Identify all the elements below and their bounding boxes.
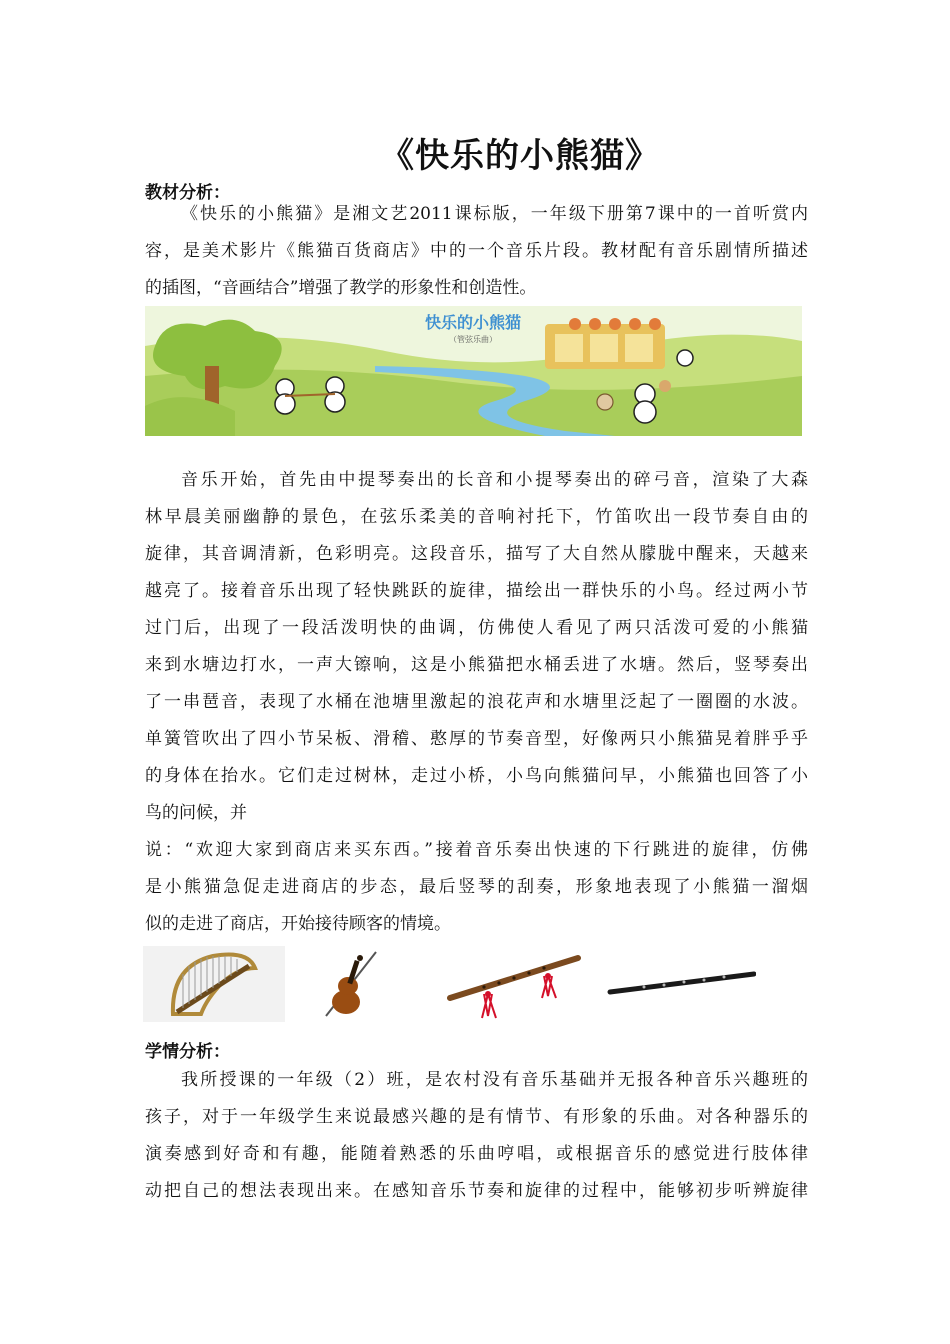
text-line: 单簧管吹出了四小节呆板、滑稽、憨厚的节奏音型，好像两只小熊猫晃着胖乎乎	[145, 729, 808, 749]
text-line: 越亮了。接着音乐出现了轻快跳跃的旋律，描绘出一群快乐的小鸟。经过两小节	[145, 581, 808, 601]
harp-image	[143, 946, 285, 1022]
panda-story-illustration	[145, 306, 802, 436]
page-title: 《快乐的小熊猫》	[380, 136, 660, 176]
text-line: 的插图，“音画结合”增强了教学的形象性和创造性。	[145, 278, 537, 298]
student-analysis-paragraph	[145, 1062, 808, 1210]
text-line: 旋律，其音调清新，色彩明亮。这段音乐，描写了大自然从朦胧中醒来，天越来	[145, 544, 808, 564]
text-line: 的身体在抬水。它们走过树林，走过小桥，小鸟向熊猫问早，小熊猫也回答了小	[145, 766, 808, 786]
text-line: 动把自己的想法表现出来。在感知音乐节奏和旋律的过程中，能够初步听辨旋律	[145, 1181, 808, 1201]
text-line: 来到水塘边打水，一声大镲响，这是小熊猫把水桶丢进了水塘。然后，竖琴奏出	[145, 655, 808, 675]
illustration-banner-title: 快乐的小熊猫	[424, 313, 522, 332]
text-line: 音乐开始，首先由中提琴奏出的长音和小提琴奏出的碎弓音，渲染了大森	[181, 470, 808, 490]
text-line: 林早晨美丽幽静的景色，在弦乐柔美的音响衬托下，竹笛吹出一段节奏自由的	[145, 507, 808, 527]
violin-image	[318, 946, 388, 1022]
section-heading-material-analysis: 教材分析：	[145, 183, 230, 203]
text-line: 容，是美术影片《熊猫百货商店》中的一个音乐片段。教材配有音乐剧情所描述	[145, 241, 808, 261]
text-line: 了一串琶音，表现了水桶在池塘里激起的浪花声和水塘里泛起了一圈圈的水波。	[145, 692, 808, 712]
illustration-banner-subtitle: （管弦乐曲）	[449, 335, 497, 344]
text-line: 鸟的问候，并	[145, 803, 247, 823]
material-analysis-paragraph	[145, 196, 808, 307]
section-heading-student-analysis: 学情分析：	[145, 1042, 230, 1062]
text-line: 我所授课的一年级（2）班，是农村没有音乐基础并无报各种音乐兴趣班的	[181, 1070, 808, 1090]
clarinet-image	[604, 946, 756, 1022]
text-line: 《快乐的小熊猫》是湘文艺2011课标版，一年级下册第7课中的一首听赏内	[181, 204, 808, 224]
text-line: 似的走进了商店，开始接待顾客的情境。	[145, 914, 451, 934]
text-line: 过门后，出现了一段活泼明快的曲调，仿佛使人看见了两只活泼可爱的小熊猫	[145, 618, 808, 638]
text-line: 是小熊猫急促走进商店的步态，最后竖琴的刮奏，形象地表现了小熊猫一溜烟	[145, 877, 808, 897]
text-line: 演奏感到好奇和有趣，能随着熟悉的乐曲哼唱，或根据音乐的感觉进行肢体律	[145, 1144, 808, 1164]
text-line: 说：“欢迎大家到商店来买东西。”接着音乐奏出快速的下行跳进的旋律，仿佛	[145, 840, 808, 860]
text-line: 孩子，对于一年级学生来说最感兴趣的是有情节、有形象的乐曲。对各种器乐的	[145, 1107, 808, 1127]
music-description-paragraph	[145, 462, 808, 943]
bamboo-flute-image	[444, 946, 589, 1022]
